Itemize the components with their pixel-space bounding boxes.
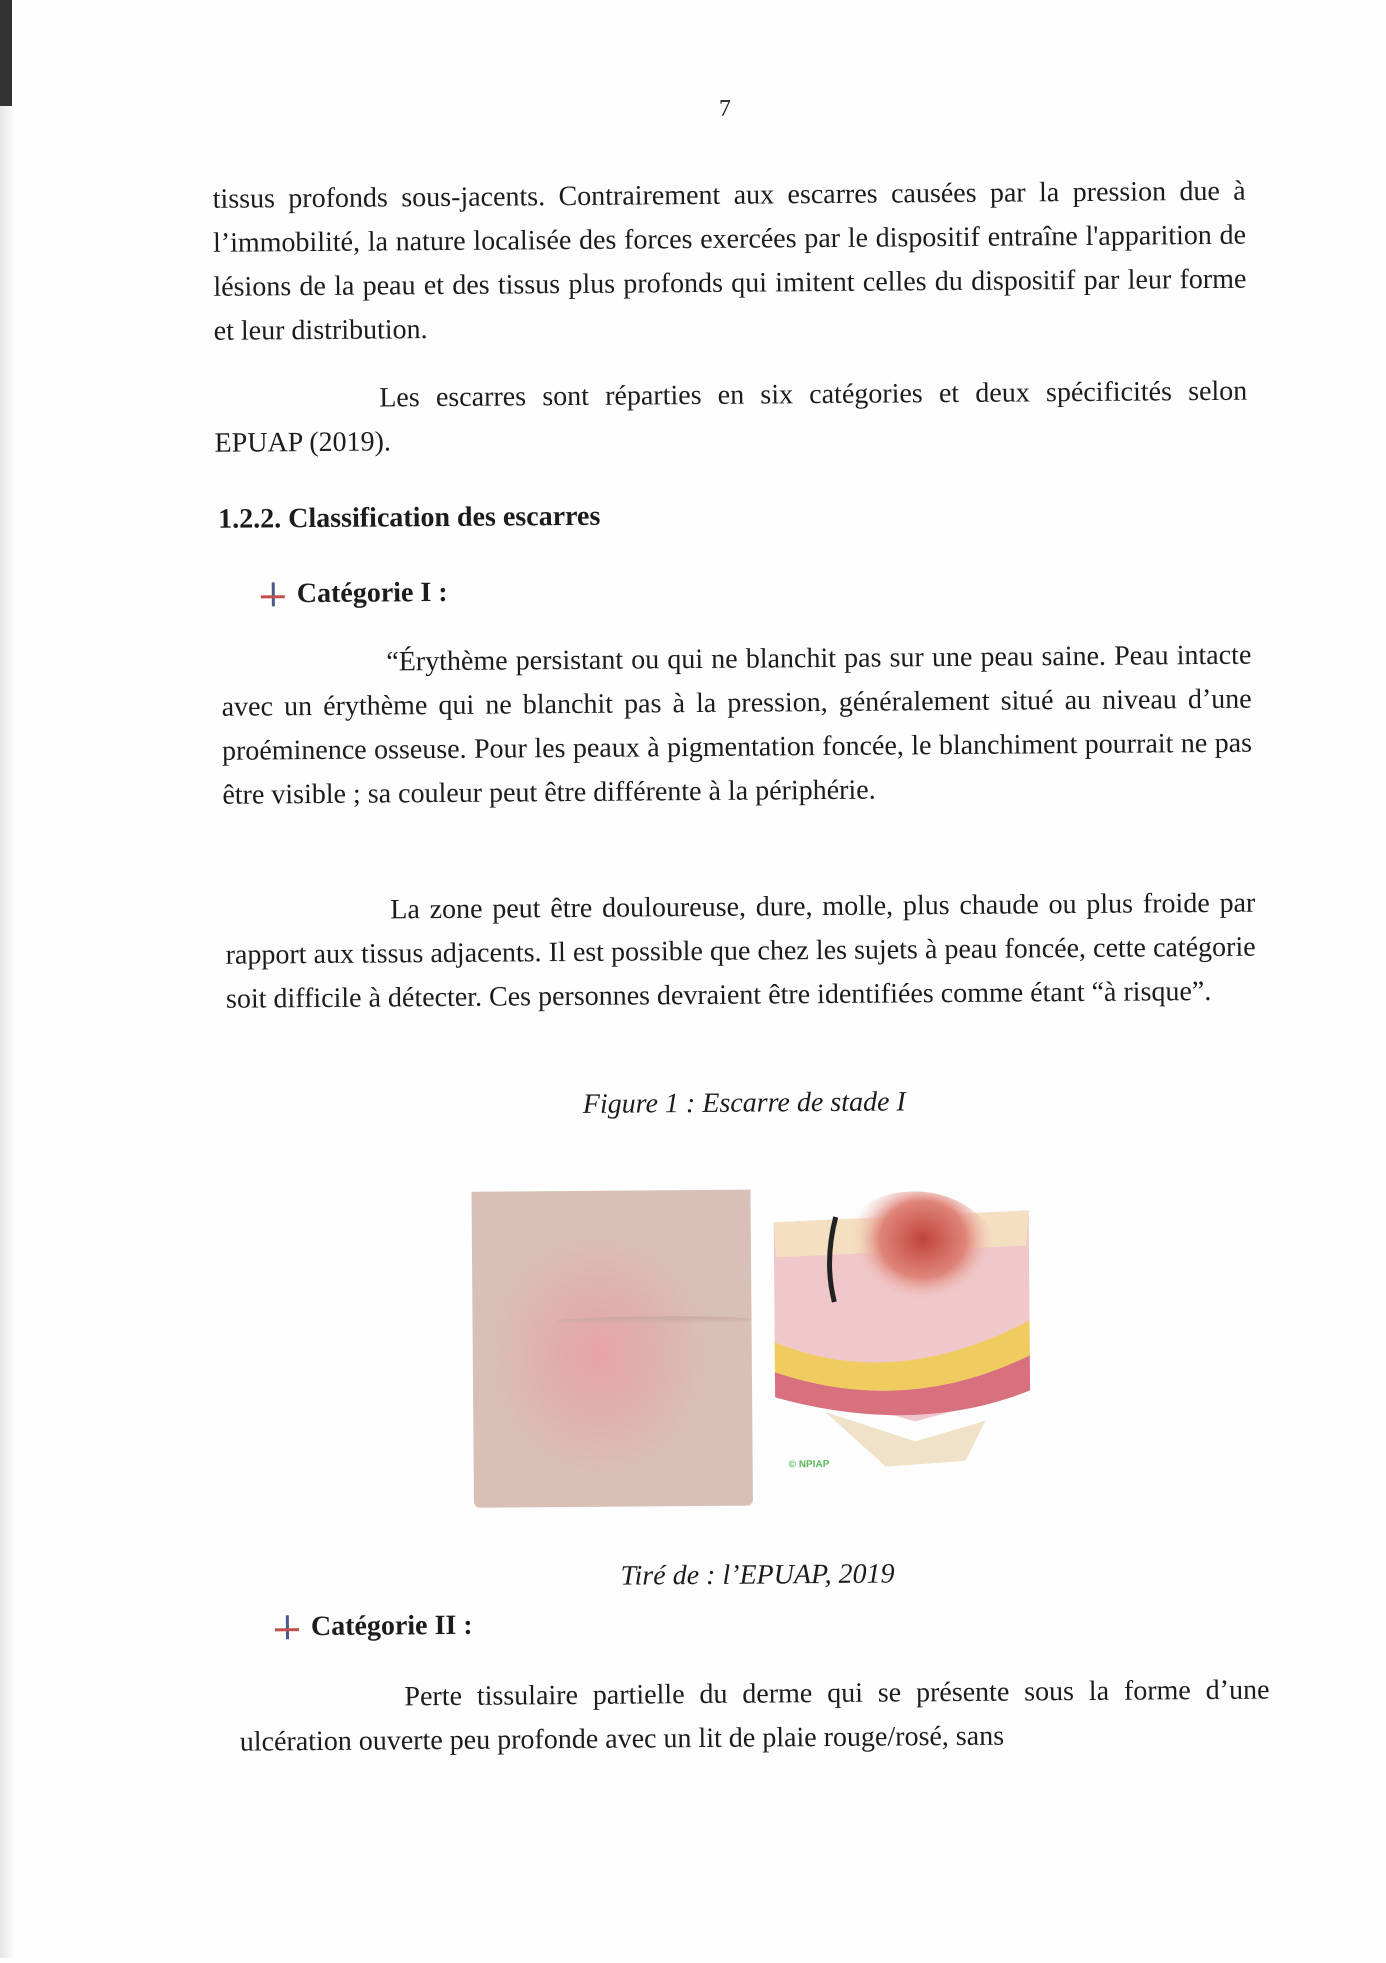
- page-number: 7: [718, 95, 732, 122]
- category-2-heading: [275, 1610, 473, 1644]
- paragraph-category-1-quote: “Érythème persistant ou qui ne blanchit pas sur une peau saine. Peau intacte avec un érythème qui ne blanchit pas à la pression, généralement situé au niveau d’une proéminence osseuse. Pour les peaux à pigmentation foncée, le blanchiment pourrait ne pas être visible ; sa couleur peut être différente à la périphérie.: [221, 639, 1253, 811]
- stage-1-skin-illustration: [764, 1190, 1041, 1473]
- illustration-credit: © NPIAP: [788, 1458, 830, 1471]
- paragraph-category-2: Perte tissulaire partielle du derme qui se présente sous la forme d’une ulcération ouverte peu profonde avec un lit de plaie rouge/rosé, sans: [239, 1674, 1270, 1758]
- category-1-heading: [261, 577, 448, 610]
- stage-1-photo: [471, 1190, 752, 1508]
- bullet-cross-icon: [261, 582, 285, 606]
- paragraph-intro: tissus profonds sous-jacents. Contrairement aux escarres causées par la pression due à l’immobilité, la nature localisée des forces exercées par le dispositif entraîne l'apparition de lésions de la peau et des tissus plus profonds qui imitent celles du dispositif par leur forme et leur distribution.: [212, 175, 1247, 347]
- category-2-label: Catégorie II :: [310, 1609, 473, 1643]
- figure-caption: Figure 1 : Escarre de stade I: [582, 1086, 906, 1120]
- section-heading: 1.2.2. Classification des escarres: [218, 500, 601, 535]
- category-1-label: Catégorie I :: [296, 576, 448, 610]
- paragraph-categories: Les escarres sont réparties en six catégories et deux spécificités selon EPUAP (2019).: [214, 375, 1248, 459]
- figure-source: Tiré de : l’EPUAP, 2019: [620, 1558, 895, 1592]
- bullet-cross-icon: [275, 1615, 299, 1639]
- paragraph-category-1-zone: La zone peut être douloureuse, dure, molle, plus chaude ou plus froide par rapport aux tissus adjacents. Il est possible que chez les sujets à peau foncée, cette catégorie soit difficile à détecter. Ces personnes devraient être identifiées comme étant “à risque”.: [225, 887, 1256, 1015]
